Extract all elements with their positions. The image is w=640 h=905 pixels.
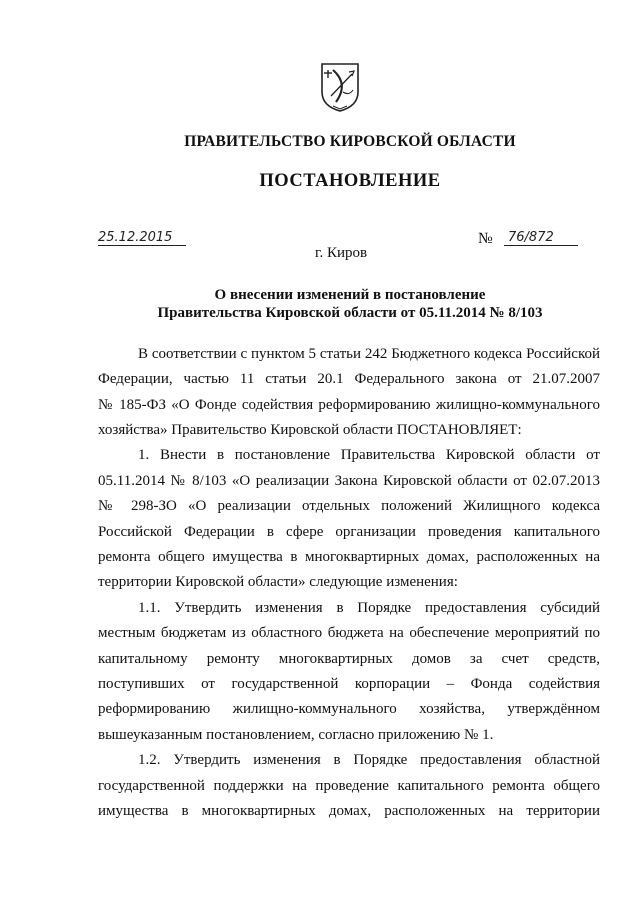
text-line: В соответствии с пунктом 5 статьи 242 Бюджетного кодекса Российской xyxy=(138,346,600,362)
coat-of-arms-icon xyxy=(319,62,361,112)
text-line: местным бюджетам из областного бюджета на обеспечение мероприятий по xyxy=(98,625,600,641)
document-date: 25.12.2015 xyxy=(98,230,186,246)
text-line: хозяйства» Правительство Кировской области ПОСТАНОВЛЯЕТ: xyxy=(98,422,522,438)
text-line: 1.1. Утвердить изменения в Порядке предоставления субсидий xyxy=(138,600,600,616)
text-line: № 298-ЗО «О реализации отдельных положений Жилищного кодекса xyxy=(98,498,600,514)
text-line: поступивших от государственной корпорации – Фонда содействия xyxy=(98,676,600,692)
title-line-1: О внесении изменений в постановление xyxy=(214,287,486,303)
text-line: № 185-ФЗ «О Фонде содействия реформированию жилищно-коммунального xyxy=(98,397,600,413)
organization-title: ПРАВИТЕЛЬСТВО КИРОВСКОЙ ОБЛАСТИ xyxy=(184,133,516,150)
text-line: реформированию жилищно-коммунального хозяйства, утверждённом xyxy=(98,701,600,717)
text-line: 1. Внести в постановление Правительства Кировской области от xyxy=(138,447,600,463)
text-line: Федерации, частью 11 статьи 20.1 Федерального закона от 21.07.2007 xyxy=(98,371,600,387)
document-number: 76/872 xyxy=(504,230,578,246)
city: г. Киров xyxy=(315,245,368,261)
document-title xyxy=(120,286,580,322)
text-line: вышеуказанным постановлением, согласно приложению № 1. xyxy=(98,727,494,743)
text-line: государственной поддержки на проведение капитального ремонта общего xyxy=(98,778,600,794)
text-line: 05.11.2014 № 8/103 «О реализации Закона Кировской области от 02.07.2013 xyxy=(98,473,600,489)
text-line: капитальному ремонту многоквартирных домов за счет средств, xyxy=(98,651,600,667)
text-line: имущества в многоквартирных домах, расположенных на территории xyxy=(98,803,600,819)
document-type: ПОСТАНОВЛЕНИЕ xyxy=(259,171,441,191)
text-line: ремонта общего имущества в многоквартирных домах, расположенных на xyxy=(98,549,600,565)
text-line: территории Кировской области» следующие изменения: xyxy=(98,574,458,590)
title-line-2: Правительства Кировской области от 05.11.2014 № 8/103 xyxy=(157,305,543,321)
number-label: № xyxy=(478,230,493,247)
text-line: 1.2. Утвердить изменения в Порядке предоставления областной xyxy=(138,752,600,768)
text-line: Российской Федерации в сфере организации проведения капитального xyxy=(98,524,600,540)
